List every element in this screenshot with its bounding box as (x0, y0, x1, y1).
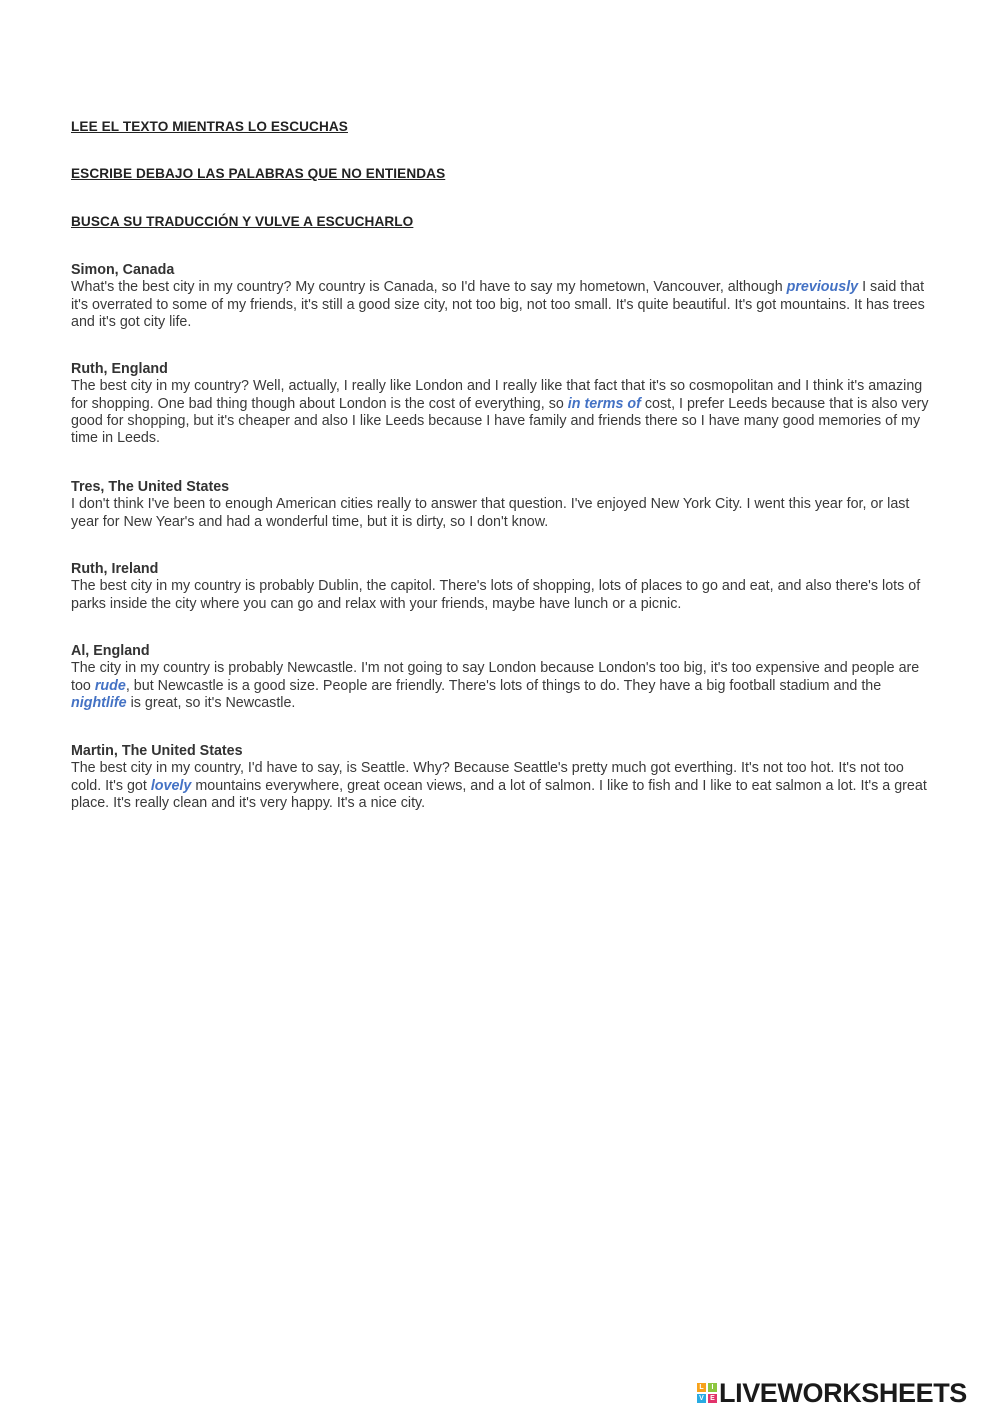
entry-text: The best city in my country is probably Dublin, the capitol. There's lots of shopping, lots of places to go and eat, and also there's lots of parks inside the city where you can go and relax with your friends, maybe have lunch or a picnic. (71, 578, 921, 612)
entry-text: The best city in my country? Well, actually, I really like London and I really like that fact that it's so cosmopolitan and I think it's amazing for shopping. One bad thing though about London is the cost of everything, so in terms of cost, I prefer Leeds because that is also very good for shopping, but it's cheaper and also I like Leeds because I have family and friends there so I have many good memories of my time in Leeds. (71, 378, 929, 447)
speaker-name: Simon, Canada (71, 262, 175, 278)
highlighted-word: rude (94, 677, 126, 694)
entry-text: I don't think I've been to enough American cities really to answer that question. I've enjoyed New York City. I went this year for, or last year for New Year's and had a wonderful time, but it is dirty, so I don't know. (71, 496, 910, 530)
speaker-name: Tres, The United States (71, 479, 230, 495)
speaker-name: Ruth, England (71, 361, 168, 377)
highlighted-word: nightlife (71, 694, 127, 711)
logo-icon (697, 1383, 717, 1403)
logo-text: LIVEWORKSHEETS (719, 1377, 967, 1408)
highlighted-word: in terms of (567, 395, 641, 412)
highlighted-word: lovely (150, 777, 192, 794)
entry-text: The city in my country is probably Newcastle. I'm not going to say London because London's too big, it's too expensive and people are too rude, but Newcastle is a good size. People are friendly. There's lots of things to do. They have a big football stadium and the nightlife is great, so it's Newcastle. (71, 660, 920, 711)
logo-letter-l: L (697, 1383, 706, 1392)
logo-letter-i: I (708, 1383, 717, 1392)
entry-martin (71, 743, 933, 812)
entry-ruth-england (71, 361, 933, 447)
entry-al (71, 643, 933, 712)
logo-letter-e: E (708, 1394, 717, 1403)
speaker-name: Martin, The United States (71, 743, 243, 759)
liveworksheets-logo (697, 1378, 967, 1408)
speaker-name: Ruth, Ireland (71, 561, 159, 577)
entry-ruth-ireland (71, 561, 933, 613)
entry-text: What's the best city in my country? My country is Canada, so I'd have to say my hometown, Vancouver, although previously I said that it's overrated to some of my friends, it's still a good size city, not too big, not too small. It's quite beautiful. It's got mountains. It has trees and it's got city life. (71, 279, 925, 330)
instruction-translate: BUSCA SU TRADUCCIÓN Y VULVE A ESCUCHARLO (71, 214, 414, 229)
entry-text: The best city in my country, I'd have to say, is Seattle. Why? Because Seattle's pretty much got everthing. It's not too hot. It's not too cold. It's got lovely mountains everywhere, great ocean views, and a lot of salmon. I like to fish and I like to eat salmon a lot. It's a great place. It's really clean and it's very happy. It's a nice city. (71, 760, 927, 811)
highlighted-word: previously (786, 279, 859, 296)
speaker-name: Al, England (71, 643, 150, 659)
logo-letter-v: V (697, 1394, 706, 1403)
entry-simon (71, 262, 933, 331)
entry-tres (71, 479, 933, 531)
instruction-read: LEE EL TEXTO MIENTRAS LO ESCUCHAS (71, 119, 348, 134)
instruction-write: ESCRIBE DEBAJO LAS PALABRAS QUE NO ENTIENDAS (71, 166, 446, 181)
